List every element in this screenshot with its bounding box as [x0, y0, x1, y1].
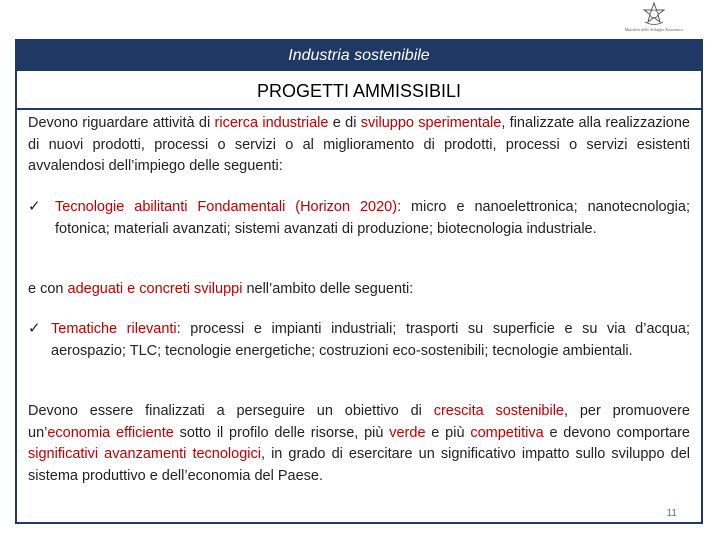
bullet-themes — [51, 319, 690, 362]
text-run: e devono comportare — [543, 424, 690, 441]
highlight-text: sviluppo sperimentale — [360, 115, 502, 131]
ministry-name: Ministero dello Sviluppo Economico — [624, 27, 684, 32]
title-divider — [17, 108, 701, 110]
highlight-text: Tecnologie abilitanti Fondamentali (Horizon 2020) — [55, 199, 398, 215]
page-number: 11 — [666, 508, 677, 519]
highlight-text: significativi avanzamenti tecnologici — [28, 446, 261, 462]
text-run: e con — [28, 281, 68, 297]
section-title: PROGETTI AMMISSIBILI — [256, 81, 462, 101]
goals-paragraph — [28, 401, 690, 487]
highlight-text: competitiva — [470, 424, 544, 441]
highlight-text: economia efficiente — [47, 424, 174, 441]
checkmark-icon: ✓ — [28, 320, 41, 337]
highlight-text: Tematiche rilevanti — [51, 321, 177, 337]
text-run: : micro e nanoelettronica; nanotecnologia; fotonica; materiali avanzati; sistemi avanzati di produzione; biotecnologia industriale. — [55, 199, 690, 237]
text-run: Devono riguardare attività di — [28, 115, 215, 131]
text-run: Devono essere finalizzati a perseguire un obiettivo di — [28, 403, 434, 419]
ministry-logo — [614, 2, 694, 38]
text-run: , in grado di esercitare un significativo impatto sullo sviluppo del sistema produttivo e dell’economia del Paese. — [28, 446, 690, 484]
highlight-text: crescita sostenibile — [433, 403, 564, 419]
highlight-text: verde — [389, 424, 426, 441]
slide-banner — [17, 41, 701, 71]
checkmark-icon: ✓ — [28, 198, 41, 215]
connector-paragraph — [28, 279, 690, 301]
bullet-technologies — [55, 197, 690, 240]
highlight-text: ricerca industriale — [214, 115, 329, 131]
text-run: e di — [328, 115, 361, 131]
banner-title: Industria sostenibile — [288, 47, 430, 64]
text-run: : processi e impianti industriali; trasporti su superficie e su via d’acqua; aerospazio; TLC; tecnologie energetiche; costruzioni eco-sostenibili; tecnologie ambientali. — [51, 321, 690, 359]
text-run: , finalizzate alla realizzazione di nuovi prodotti, processi o servizi o al miglioramento di prodotti, processi o servizi esistenti avvalendosi dell’impiego delle seguenti: — [28, 115, 690, 174]
republic-emblem-icon — [643, 2, 665, 26]
highlight-text: adeguati e concreti sviluppi — [67, 281, 243, 297]
slide-frame — [15, 39, 703, 524]
intro-paragraph — [28, 113, 690, 178]
text-run: , per promuovere un’ — [28, 403, 690, 441]
text-run: nell’ambito delle seguenti: — [242, 281, 414, 297]
text-run: e più — [425, 424, 471, 441]
text-run: sotto il profilo delle risorse, più — [173, 424, 390, 441]
